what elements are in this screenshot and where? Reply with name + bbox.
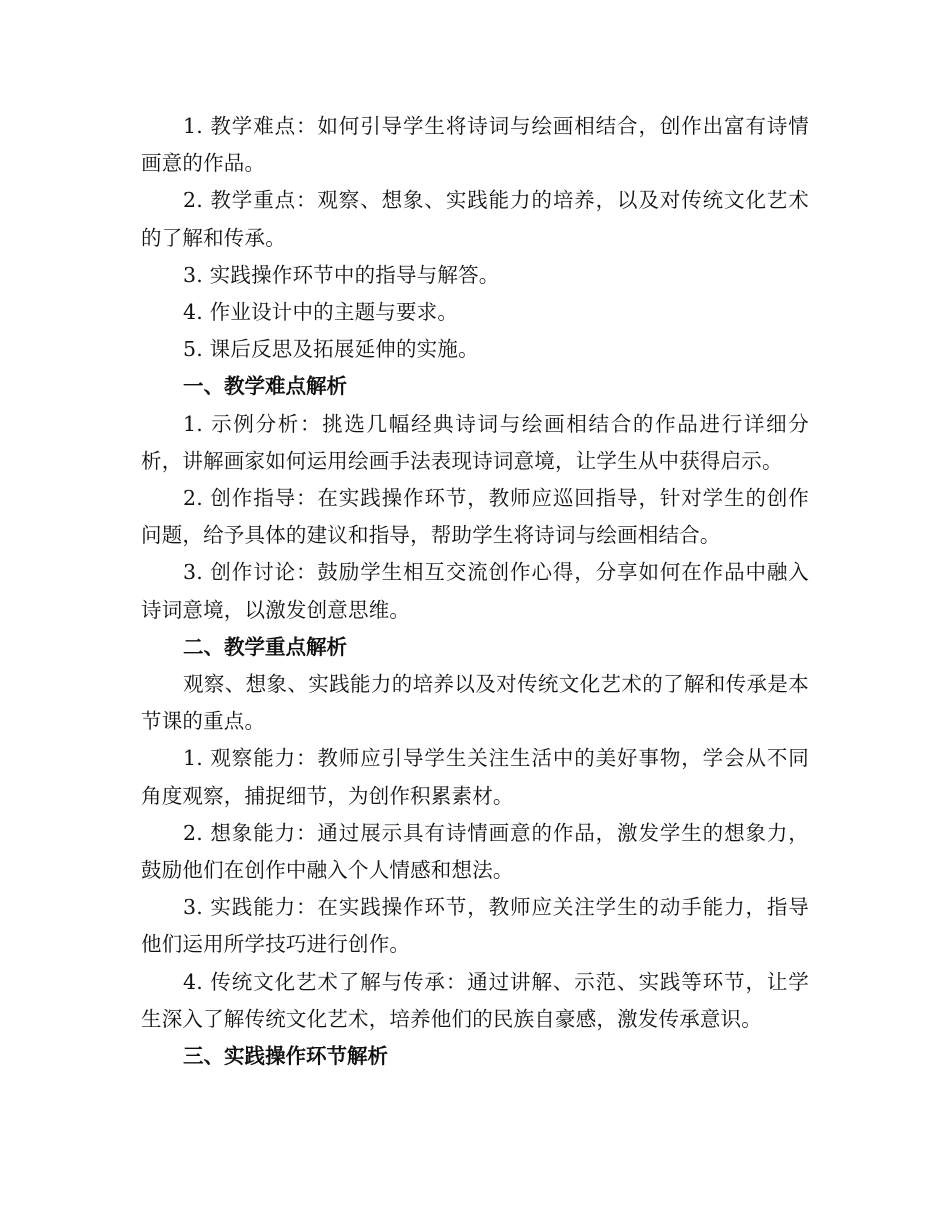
section-heading-practice: 三、实践操作环节解析 [183,1044,388,1069]
list-item-difficulty: 1. 教学难点：如何引导学生将诗词与绘画相结合，创作出富有诗情画意的作品。 [141,114,809,176]
document-body [141,108,809,1075]
paragraph-creation-guidance: 2. 创作指导：在实践操作环节，教师应巡回指导，针对学生的创作问题，给予具体的建议和指导，帮助学生将诗词与绘画相结合。 [141,486,809,548]
paragraph-example-analysis: 1. 示例分析：挑选几幅经典诗词与绘画相结合的作品进行详细分析，讲解画家如何运用绘画手法表现诗词意境，让学生从中获得启示。 [141,411,809,473]
paragraph-imagination: 2. 想象能力：通过展示具有诗情画意的作品，激发学生的想象力，鼓励他们在创作中融入个人情感和想法。 [141,820,809,883]
list-item-key-point: 2. 教学重点：观察、想象、实践能力的培养，以及对传统文化艺术的了解和传承。 [141,188,809,250]
paragraph-tradition: 4. 传统文化艺术了解与传承：通过讲解、示范、实践等环节，让学生深入了解传统文化艺术，培养他们的民族自豪感，激发传承意识。 [141,969,809,1031]
section-heading-difficulty: 一、教学难点解析 [183,374,347,399]
paragraph-practice-ability: 3. 实践能力：在实践操作环节，教师应关注学生的动手能力，指导他们运用所学技巧进行创作。 [141,895,809,957]
section-heading-key-point: 二、教学重点解析 [183,634,347,659]
list-item-homework: 4. 作业设计中的主题与要求。 [183,300,459,325]
list-item-practice: 3. 实践操作环节中的指导与解答。 [183,262,500,287]
list-item-reflection: 5. 课后反思及拓展延伸的实施。 [183,337,479,362]
paragraph-key-point-intro: 观察、想象、实践能力的培养以及对传统文化艺术的了解和传承是本节课的重点。 [141,672,809,734]
paragraph-creation-discussion: 3. 创作讨论：鼓励学生相互交流创作心得，分享如何在作品中融入诗词意境，以激发创意思维。 [141,560,809,622]
paragraph-observation: 1. 观察能力：教师应引导学生关注生活中的美好事物，学会从不同角度观察，捕捉细节，为创作积累素材。 [141,746,809,808]
